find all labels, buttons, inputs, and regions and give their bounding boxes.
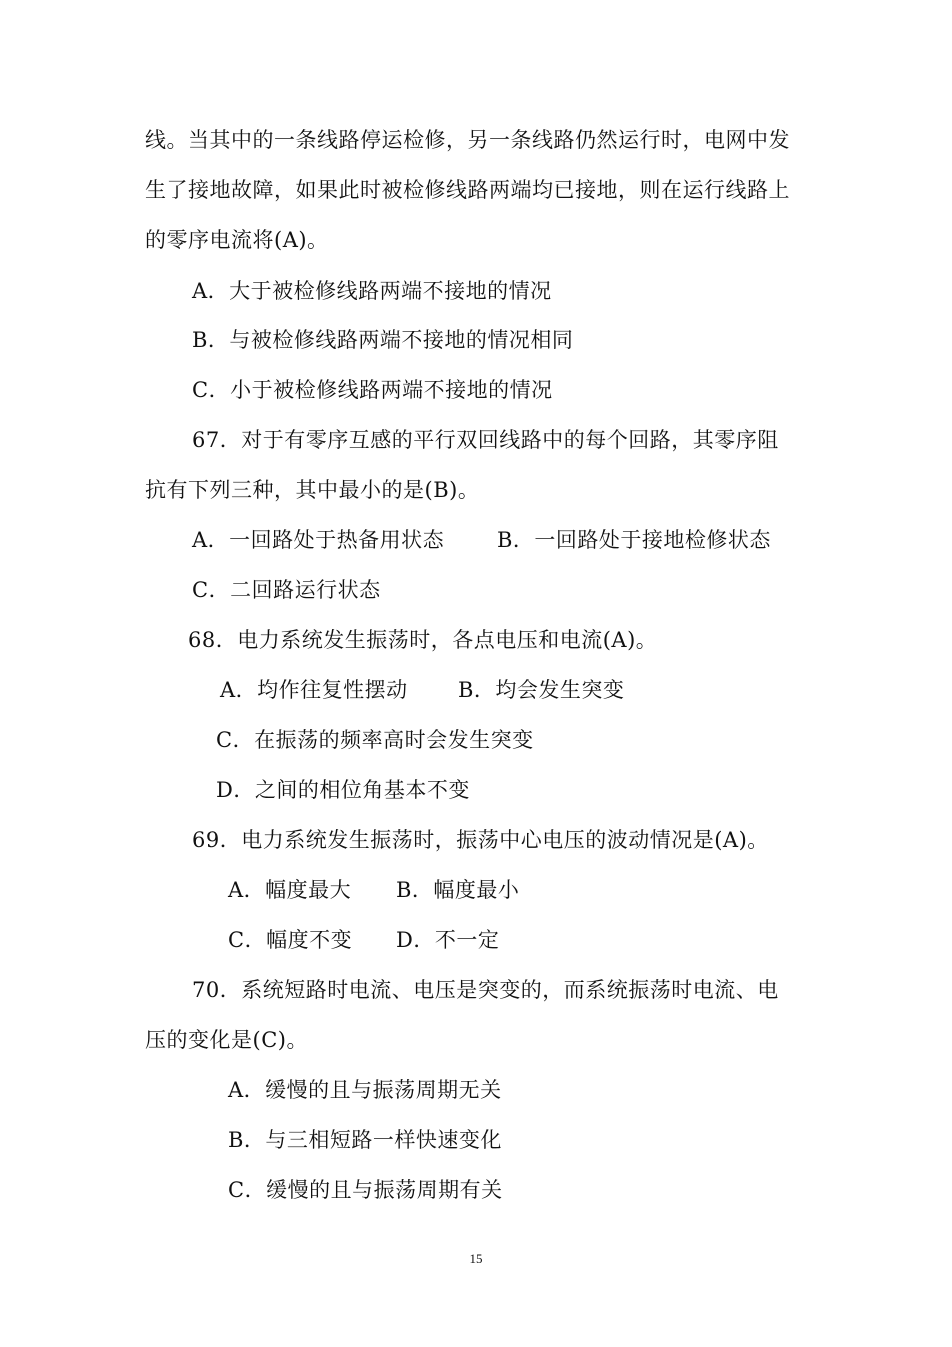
q68-text-line-1: 68．电力系统发生振荡时，各点电压和电流(A)。	[188, 628, 658, 652]
q66-option-a: A．大于被检修线路两端不接地的情况	[192, 279, 552, 303]
q66-text-line-2: 生了接地故障，如果此时被检修线路两端均已接地，则在运行线路上	[145, 178, 790, 202]
q70-option-c: C．缓慢的且与振荡周期有关	[228, 1178, 503, 1202]
q70-option-b: B．与三相短路一样快速变化	[228, 1128, 502, 1152]
q66-text-line-1: 线。当其中的一条线路停运检修，另一条线路仍然运行时，电网中发	[145, 128, 790, 152]
page-number: 15	[469, 1251, 483, 1266]
q70-option-a: A．缓慢的且与振荡周期无关	[228, 1078, 502, 1102]
q67-option-a: A．一回路处于热备用状态	[192, 528, 445, 552]
q67-option-b: B．一回路处于接地检修状态	[497, 528, 771, 552]
q70-text-line-2: 压的变化是(C)。	[145, 1028, 308, 1052]
q67-option-c: C．二回路运行状态	[192, 578, 381, 602]
q67-text-line-1: 67．对于有零序互感的平行双回线路中的每个回路，其零序阻	[192, 428, 779, 452]
q68-option-b: B．均会发生突变	[458, 678, 625, 702]
q68-option-c: C．在振荡的频率高时会发生突变	[216, 728, 534, 752]
q67-text-line-2: 抗有下列三种，其中最小的是(B)。	[145, 478, 480, 502]
q69-option-c: C．幅度不变	[228, 928, 353, 952]
q68-option-a: A．均作往复性摆动	[220, 678, 408, 702]
q69-option-d: D．不一定	[396, 928, 500, 952]
q69-option-b: B．幅度最小	[396, 878, 520, 902]
q70-text-line-1: 70．系统短路时电流、电压是突变的，而系统振荡时电流、电	[192, 978, 779, 1002]
q66-option-c: C．小于被检修线路两端不接地的情况	[192, 378, 553, 402]
q66-option-b: B．与被检修线路两端不接地的情况相同	[192, 328, 574, 352]
q66-text-line-3: 的零序电流将(A)。	[145, 228, 329, 252]
q69-option-a: A．幅度最大	[228, 878, 352, 902]
q68-option-d: D．之间的相位角基本不变	[216, 778, 470, 802]
q69-text-line-1: 69．电力系统发生振荡时，振荡中心电压的波动情况是(A)。	[192, 828, 769, 852]
